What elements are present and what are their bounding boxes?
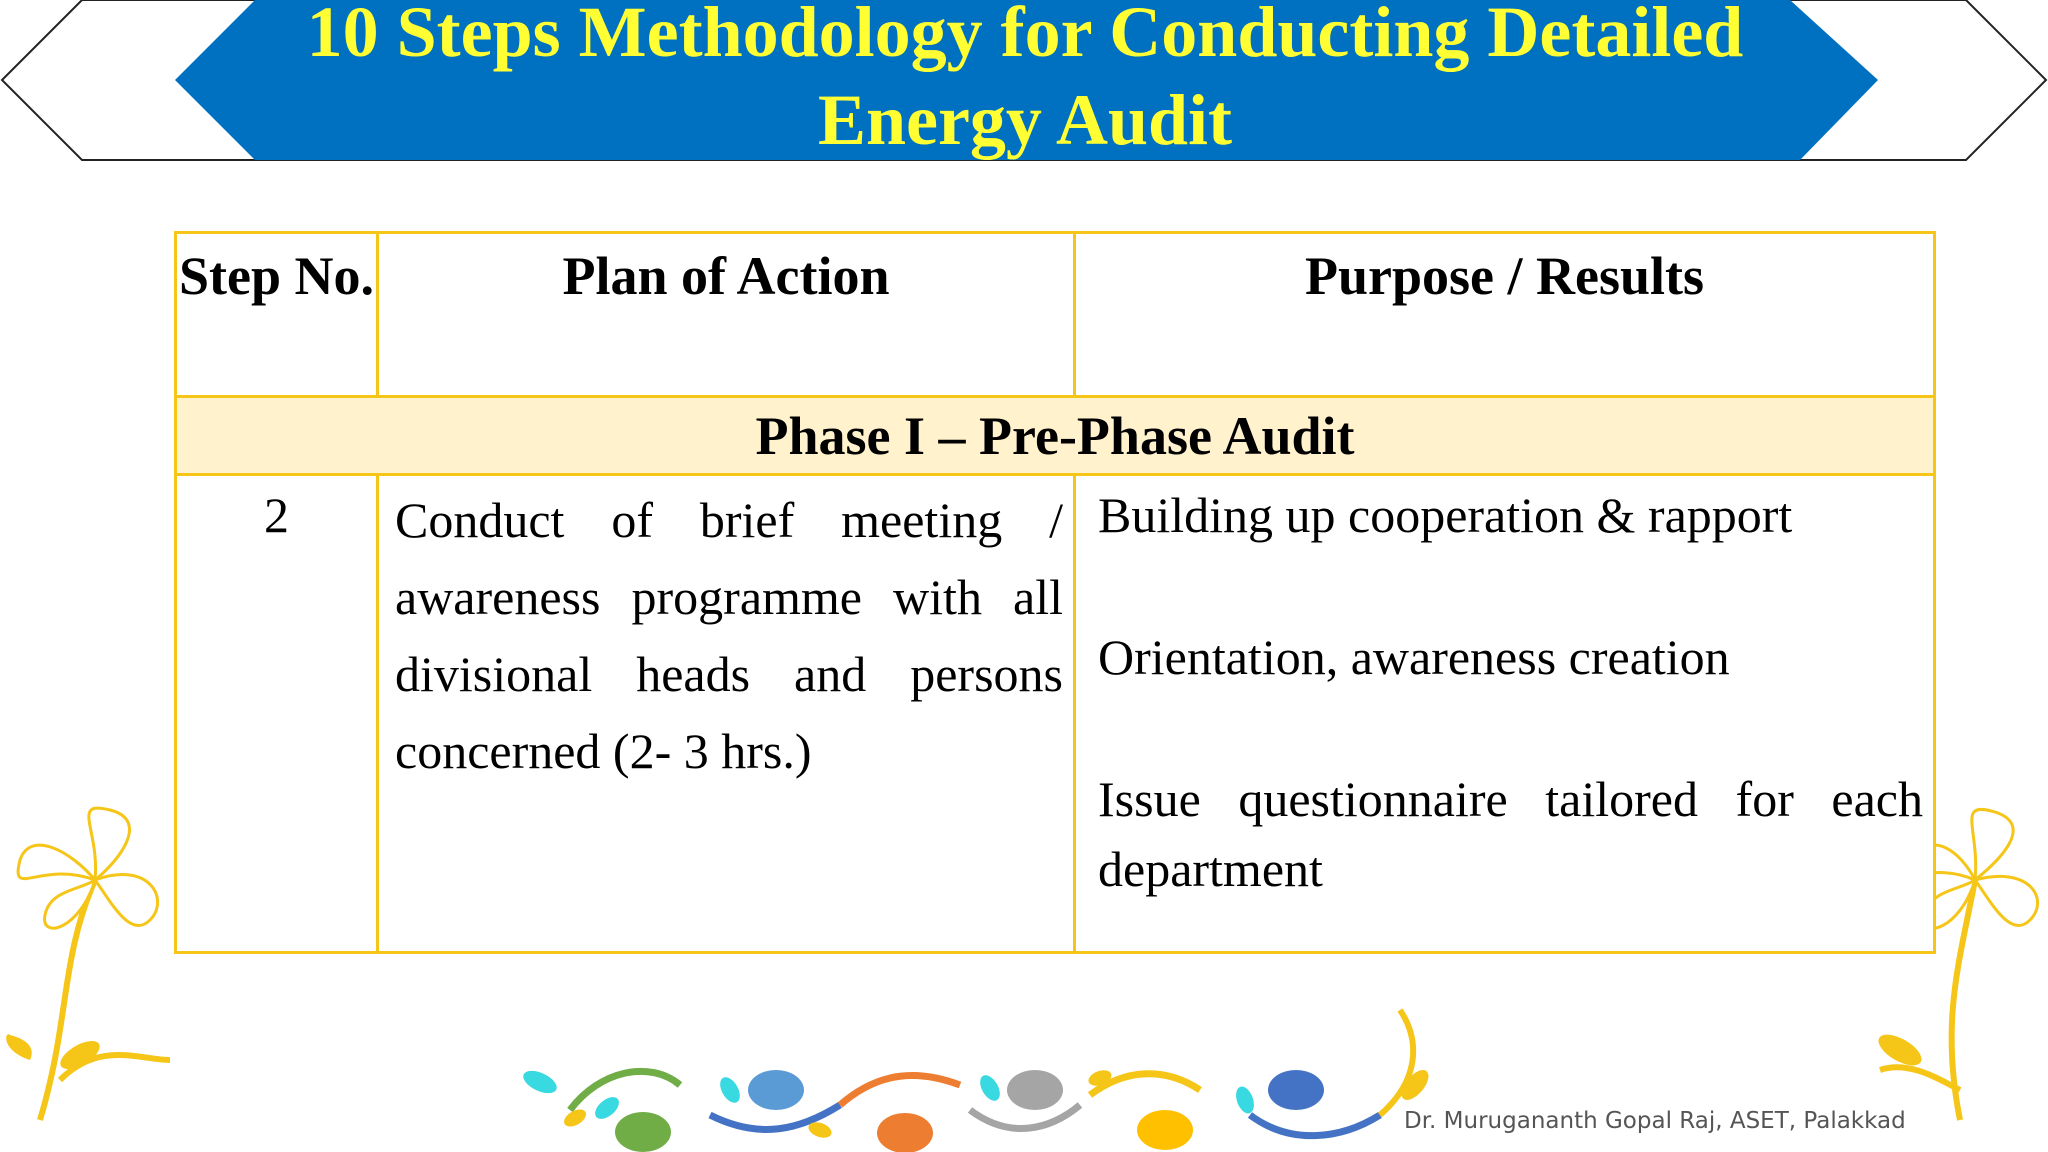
purpose-item: Issue questionnaire tailored for each department: [1098, 771, 1923, 897]
purpose-item: Orientation, awareness creation: [1098, 629, 1730, 685]
methodology-table: [174, 231, 1936, 954]
header-purpose-results: Purpose / Results: [1075, 233, 1935, 397]
flower-left-decoration: [6, 808, 170, 1120]
title-line-1: 10 Steps Methodology for Conducting Detailed: [306, 0, 1744, 72]
purpose-item: Building up cooperation & rapport: [1098, 487, 1793, 543]
phase-label: Phase I – Pre-Phase Audit: [176, 397, 1935, 475]
author-footer: Dr. Murugananth Gopal Raj, ASET, Palakkad: [1404, 1108, 1906, 1134]
table-header-row: [176, 233, 1935, 397]
title-line-2: Energy Audit: [817, 80, 1233, 160]
phase-row: [176, 397, 1935, 475]
bottom-swirl-decoration: [520, 1010, 1434, 1152]
table-row: [176, 475, 1935, 953]
slide-title: [175, 0, 1875, 158]
purpose-results-cell: [1075, 475, 1935, 953]
header-plan-of-action: Plan of Action: [378, 233, 1075, 397]
plan-of-action-cell: Conduct of brief meeting / awareness programme with all divisional heads and persons concerned (2- 3 hrs.): [378, 475, 1075, 953]
header-step-no: Step No.: [176, 233, 378, 397]
step-number: 2: [176, 475, 378, 953]
